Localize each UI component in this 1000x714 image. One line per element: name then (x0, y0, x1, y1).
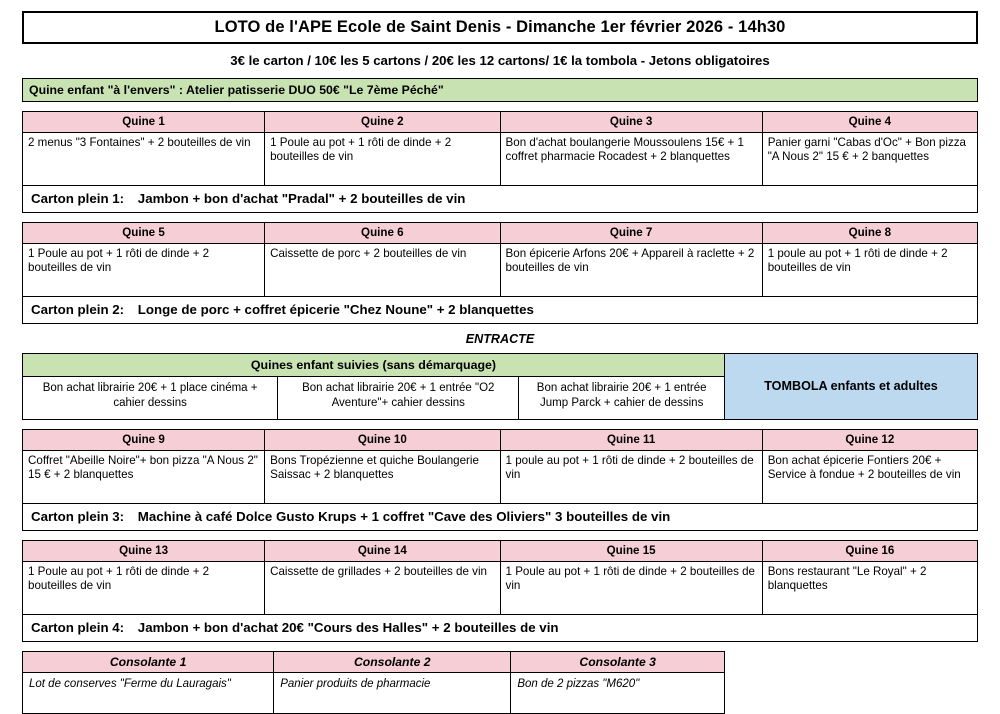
quine-header-7: Quine 7 (500, 222, 762, 243)
quine-prize-4: Panier garni "Cabas d'Oc" + Bon pizza "A Nous 2" 15 € + 2 banquettes (762, 132, 977, 185)
table-row (23, 132, 978, 185)
quine-prize-11: 1 poule au pot + 1 rôti de dinde + 2 bouteilles de vin (500, 450, 762, 503)
quine-header-14: Quine 14 (265, 540, 500, 561)
carton-plein-3 (22, 504, 978, 531)
enfant-tombola-block (22, 353, 978, 420)
table-row-headers (23, 222, 978, 243)
carton-plein-2-label: Carton plein 2: (31, 302, 125, 318)
quine-header-16: Quine 16 (762, 540, 977, 561)
consolante-prize-2: Panier produits de pharmacie (274, 672, 511, 713)
quine-header-10: Quine 10 (265, 429, 500, 450)
table-row-headers (23, 111, 978, 132)
title-box (22, 11, 978, 44)
carton-plein-1-text: Jambon + bon d'achat "Pradal" + 2 bouteilles de vin (137, 190, 466, 206)
consolante-header-3: Consolante 3 (511, 651, 725, 672)
quine-block-1 (22, 111, 978, 186)
carton-plein-3-text: Machine à café Dolce Gusto Krups + 1 coffret "Cave des Oliviers" 3 bouteilles de vin (137, 508, 671, 524)
quine-block-4 (22, 540, 978, 615)
quine-prize-5: 1 Poule au pot + 1 rôti de dinde + 2 bouteilles de vin (23, 244, 265, 297)
enfant-prize-1: Bon achat librairie 20€ + 1 place cinéma + cahier dessins (23, 376, 278, 419)
consolante-prize-1: Lot de conserves "Ferme du Lauragais" (23, 672, 274, 713)
quine-header-12: Quine 12 (762, 429, 977, 450)
carton-plein-3-label: Carton plein 3: (31, 508, 125, 524)
quine-prize-3: Bon d'achat boulangerie Moussoulens 15€ + 1 coffret pharmacie Rocadest + 2 blanquettes (500, 132, 762, 185)
quine-header-2: Quine 2 (265, 111, 500, 132)
consolante-header-2: Consolante 2 (274, 651, 511, 672)
quine-header-4: Quine 4 (762, 111, 977, 132)
carton-plein-4-label: Carton plein 4: (31, 619, 125, 635)
quine-header-3: Quine 3 (500, 111, 762, 132)
quines-enfant-header: Quines enfant suivies (sans démarquage) (22, 353, 725, 377)
carton-plein-4-text: Jambon + bon d'achat 20€ "Cours des Halles" + 2 bouteilles de vin (137, 619, 559, 635)
quine-prize-10: Bons Tropézienne et quiche Boulangerie Saissac + 2 blanquettes (265, 450, 500, 503)
consolantes-section (22, 651, 725, 714)
quine-prize-2: 1 Poule au pot + 1 rôti de dinde + 2 bouteilles de vin (265, 132, 500, 185)
carton-plein-1 (22, 186, 978, 213)
carton-plein-2-text: Longe de porc + coffret épicerie "Chez Noune" + 2 blanquettes (137, 302, 534, 318)
table-row (23, 244, 978, 297)
quine-header-6: Quine 6 (265, 222, 500, 243)
quines-enfant-table (22, 376, 725, 420)
table-row (23, 450, 978, 503)
table-row-headers (23, 540, 978, 561)
carton-plein-2 (22, 297, 978, 324)
price-subtitle: 3€ le carton / 10€ les 5 cartons / 20€ les 12 cartons/ 1€ la tombola - Jetons obligatoires (230, 52, 770, 68)
table-row (23, 376, 725, 419)
quine-header-5: Quine 5 (23, 222, 265, 243)
quine-header-15: Quine 15 (500, 540, 762, 561)
quine-prize-8: 1 poule au pot + 1 rôti de dinde + 2 bouteilles de vin (762, 244, 977, 297)
quine-header-11: Quine 11 (500, 429, 762, 450)
consolante-header-1: Consolante 1 (23, 651, 274, 672)
tombola-box: TOMBOLA enfants et adultes (725, 353, 978, 420)
quine-prize-14: Caissette de grillades + 2 bouteilles de vin (265, 561, 500, 614)
page-title: LOTO de l'APE Ecole de Saint Denis - Dimanche 1er février 2026 - 14h30 (214, 18, 786, 36)
table-row (23, 561, 978, 614)
consolantes-table (22, 651, 725, 714)
table-row-headers (23, 651, 725, 672)
enfant-prize-3: Bon achat librairie 20€ + 1 entrée Jump Parck + cahier de dessins (519, 376, 725, 419)
quine-header-13: Quine 13 (23, 540, 265, 561)
enfant-prize-2: Bon achat librairie 20€ + 1 entrée "O2 Aventure"+ cahier dessins (278, 376, 519, 419)
quine-prize-1: 2 menus "3 Fontaines" + 2 bouteilles de vin (23, 132, 265, 185)
consolante-prize-3: Bon de 2 pizzas "M620" (511, 672, 725, 713)
quine-prize-9: Coffret "Abeille Noire"+ bon pizza "A Nous 2" 15 € + 2 blanquettes (23, 450, 265, 503)
carton-plein-4 (22, 615, 978, 642)
quine-prize-15: 1 Poule au pot + 1 rôti de dinde + 2 bouteilles de vin (500, 561, 762, 614)
quine-enfant-banner: Quine enfant "à l'envers" : Atelier patisserie DUO 50€ "Le 7ème Péché" (22, 78, 978, 102)
entracte-label: ENTRACTE (465, 332, 535, 347)
quine-prize-16: Bons restaurant "Le Royal" + 2 blanquettes (762, 561, 977, 614)
quine-prize-12: Bon achat épicerie Fontiers 20€ + Service à fondue + 2 bouteilles de vin (762, 450, 977, 503)
table-row-headers (23, 429, 978, 450)
quine-block-2 (22, 222, 978, 297)
quine-header-8: Quine 8 (762, 222, 977, 243)
quines-enfant-section (22, 353, 725, 420)
quine-block-3 (22, 429, 978, 504)
quine-prize-13: 1 Poule au pot + 1 rôti de dinde + 2 bouteilles de vin (23, 561, 265, 614)
quine-prize-7: Bon épicerie Arfons 20€ + Appareil à raclette + 2 bouteilles de vin (500, 244, 762, 297)
carton-plein-1-label: Carton plein 1: (31, 190, 125, 206)
quine-prize-6: Caissette de porc + 2 bouteilles de vin (265, 244, 500, 297)
quine-header-9: Quine 9 (23, 429, 265, 450)
table-row (23, 672, 725, 713)
quine-header-1: Quine 1 (23, 111, 265, 132)
